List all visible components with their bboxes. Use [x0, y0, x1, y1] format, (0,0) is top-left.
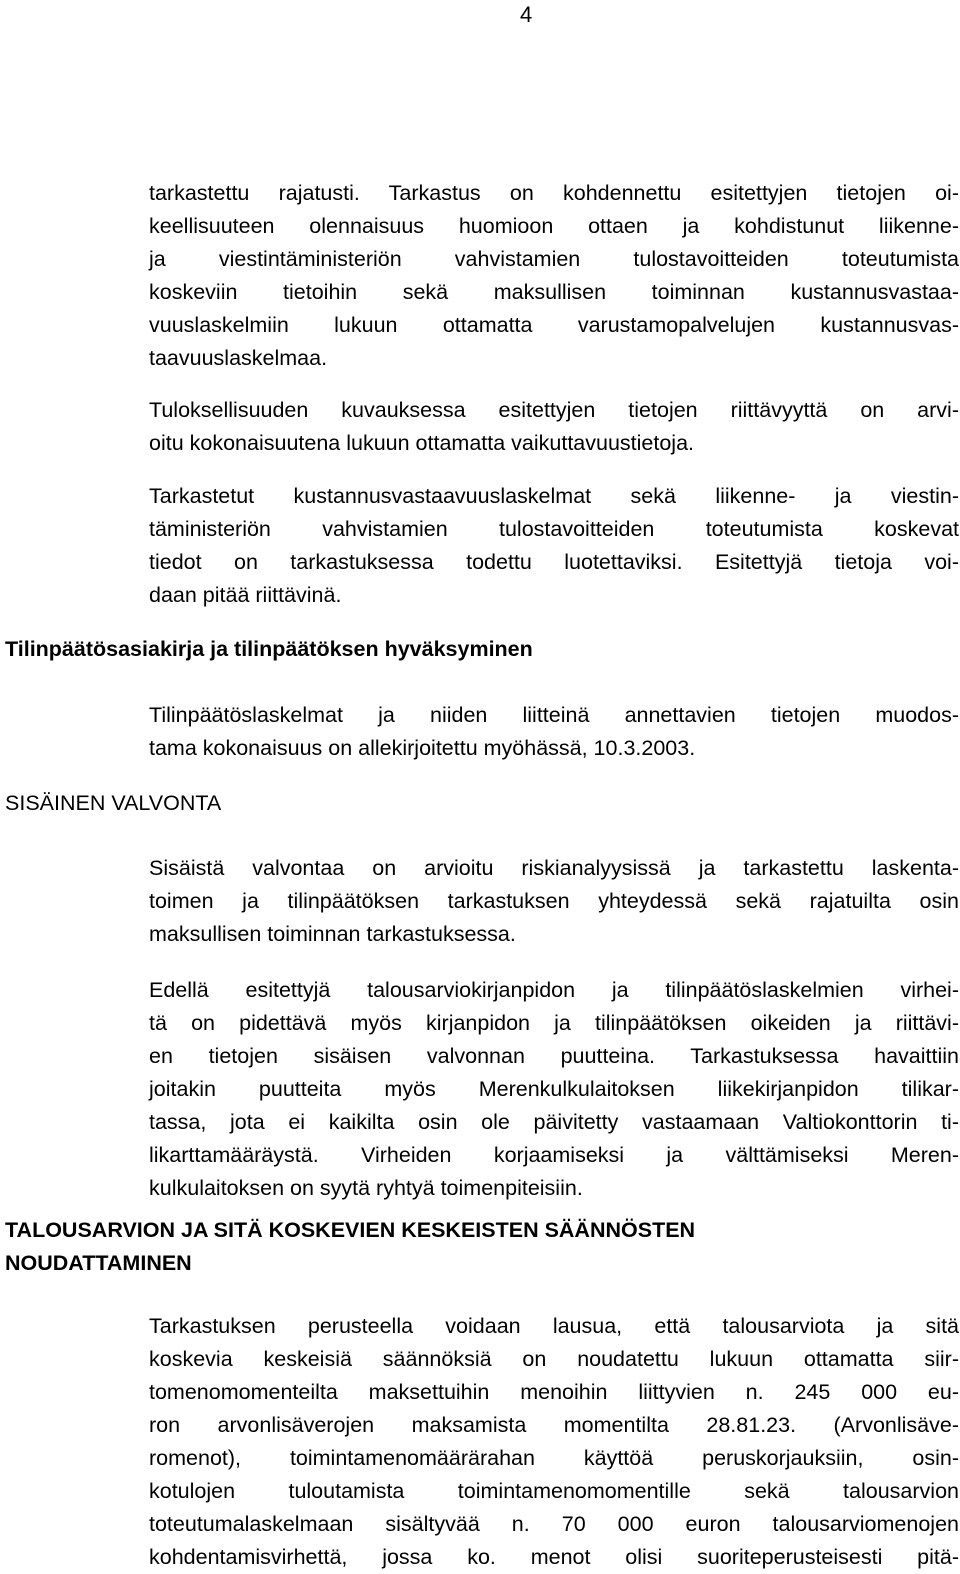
paragraph-financial-statements	[149, 699, 959, 765]
paragraph-scope	[149, 177, 959, 375]
page-number: 4	[520, 2, 533, 27]
section-heading-budget-compliance	[5, 1214, 695, 1280]
paragraph-reliability	[149, 480, 959, 612]
text-line: Edellä esitettyjä talousarviokirjanpidon ja tilinpäätöslaskelmien virhei-	[149, 978, 959, 1002]
text-line: täministeriön vahvistamien tulostavoitteiden toteutumista koskevat	[149, 517, 959, 541]
heading-line: TALOUSARVION JA SITÄ KOSKEVIEN KESKEISTEN SÄÄNNÖSTEN	[5, 1218, 696, 1242]
text-line: keellisuuteen olennaisuus huomioon ottaen ja kohdistunut liikenne-	[149, 214, 959, 238]
paragraph-deficiencies	[149, 974, 959, 1205]
heading-line: NOUDATTAMINEN	[5, 1251, 192, 1275]
text-line: oitu kokonaisuutena lukuun ottamatta vaikuttavuustietoja.	[149, 431, 695, 455]
text-line: likarttamääräystä. Virheiden korjaamiseksi ja välttämiseksi Meren-	[149, 1143, 959, 1167]
text-line: Tuloksellisuuden kuvauksessa esitettyjen tietojen riittävyyttä on arvi-	[149, 398, 959, 422]
text-line: Tarkastetut kustannusvastaavuuslaskelmat sekä liikenne- ja viestin-	[149, 484, 959, 508]
section-heading-internal-control: SISÄINEN VALVONTA	[5, 791, 222, 815]
text-line: daan pitää riittävinä.	[149, 583, 342, 607]
text-line: Sisäistä valvontaa on arvioitu riskianalyysissä ja tarkastettu laskenta-	[149, 856, 959, 880]
text-line: tä on pidettävä myös kirjanpidon ja tilinpäätöksen oikeiden ja riittävi-	[149, 1011, 959, 1035]
text-line: koskeviin tietoihin sekä maksullisen toiminnan kustannusvastaa-	[149, 280, 959, 304]
text-line: tassa, jota ei kaikilta osin ole päivitetty vastaamaan Valtiokonttorin ti-	[149, 1110, 959, 1134]
text-line: taavuuslaskelmaa.	[149, 346, 328, 370]
paragraph-budget-compliance	[149, 1310, 959, 1574]
text-line: toteutumalaskelmaan sisältyvää n. 70 000 euron talousarviomenojen	[149, 1512, 959, 1536]
text-line: Tarkastuksen perusteella voidaan lausua, että talousarviota ja sitä	[149, 1314, 959, 1338]
text-line: Tilinpäätöslaskelmat ja niiden liitteinä annettavien tietojen muodos-	[149, 703, 959, 727]
text-line: koskevia keskeisiä säännöksiä on noudatettu lukuun ottamatta siir-	[149, 1347, 959, 1371]
text-line: kotulojen tuloutamista toimintamenomomentille sekä talousarvion	[149, 1479, 959, 1503]
text-line: romenot), toimintamenomäärärahan käyttöä peruskorjauksiin, osin-	[149, 1446, 959, 1470]
text-line: ja viestintäministeriön vahvistamien tulostavoitteiden toteutumista	[149, 247, 959, 271]
text-line: tiedot on tarkastuksessa todettu luotettaviksi. Esitettyjä tietoja voi-	[149, 550, 959, 574]
section-heading-financial-statements: Tilinpäätösasiakirja ja tilinpäätöksen hyväksyminen	[5, 637, 533, 661]
text-line: joitakin puutteita myös Merenkulkulaitoksen liikekirjanpidon tilikar-	[149, 1077, 959, 1101]
text-line: ron arvonlisäverojen maksamista momentilta 28.81.23. (Arvonlisäve-	[149, 1413, 959, 1437]
text-line: kulkulaitoksen on syytä ryhtyä toimenpiteisiin.	[149, 1176, 583, 1200]
text-line: vuuslaskelmiin lukuun ottamatta varustamopalvelujen kustannusvas-	[149, 313, 959, 337]
text-line: toimen ja tilinpäätöksen tarkastuksen yhteydessä sekä rajatuilta osin	[149, 889, 959, 913]
text-line: tomenomomenteilta maksettuihin menoihin liittyvien n. 245 000 eu-	[149, 1380, 959, 1404]
text-line: tarkastettu rajatusti. Tarkastus on kohdennettu esitettyjen tietojen oi-	[149, 181, 959, 205]
text-line: tama kokonaisuus on allekirjoitettu myöhässä, 10.3.2003.	[149, 736, 696, 760]
text-line: en tietojen sisäisen valvonnan puutteina. Tarkastuksessa havaittiin	[149, 1044, 959, 1068]
paragraph-results	[149, 394, 959, 460]
text-line: kohdentamisvirhettä, jossa ko. menot olisi suoriteperusteisesti pitä-	[149, 1545, 959, 1569]
paragraph-internal-control	[149, 852, 959, 951]
text-line: maksullisen toiminnan tarkastuksessa.	[149, 922, 516, 946]
